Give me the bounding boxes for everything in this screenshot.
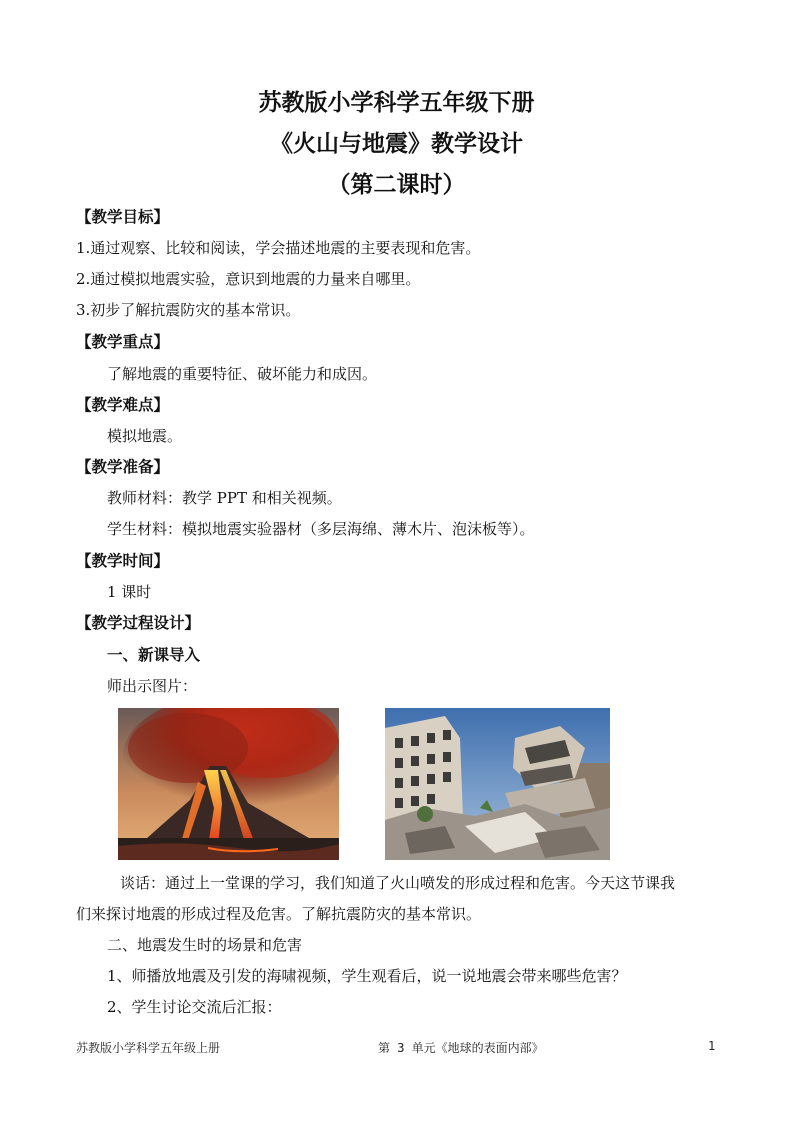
preparation-heading: 【教学准备】 xyxy=(76,457,170,476)
difficulties-heading: 【教学难点】 xyxy=(76,395,170,414)
section-title: 二、地震发生时的场景和危害 xyxy=(107,936,303,954)
talk-line-1: 谈话：通过上一堂课的学习，我们知道了火山喷发的形成过程和危害。今天这节课我 xyxy=(120,874,676,892)
key-points-text: 了解地震的重要特征、破坏能力和成因。 xyxy=(107,365,378,383)
step-item: 2、学生讨论交流后汇报： xyxy=(107,998,282,1016)
document-title: 苏教版小学科学五年级下册 xyxy=(258,89,535,116)
process-heading: 【教学过程设计】 xyxy=(76,613,201,632)
lesson-period: （第二课时） xyxy=(327,171,466,198)
section-title: 一、新课导入 xyxy=(107,645,201,664)
intro-line: 师出示图片： xyxy=(107,677,198,695)
footer-unit: 第 3 单元《地球的表面内部》 xyxy=(378,1041,544,1055)
footer-book: 苏教版小学科学五年级上册 xyxy=(76,1041,221,1055)
time-text: 1 课时 xyxy=(107,583,152,601)
earthquake-ruins-image xyxy=(385,708,610,860)
image-row xyxy=(118,708,610,860)
key-points-heading: 【教学重点】 xyxy=(76,332,170,351)
page-number: 1 xyxy=(708,1039,716,1053)
step-item: 1、师播放地震及引发的海啸视频，学生观看后，说一说地震会带来哪些危害？ xyxy=(107,967,627,985)
ruins-illustration xyxy=(385,708,610,860)
teacher-materials: 教师材料：教学 PPT 和相关视频。 xyxy=(107,489,342,507)
lesson-title: 《火山与地震》教学设计 xyxy=(270,130,523,157)
objectives-heading: 【教学目标】 xyxy=(76,207,170,226)
difficulties-text: 模拟地震。 xyxy=(107,427,183,445)
student-materials: 学生材料：模拟地震实验器材（多层海绵、薄木片、泡沫板等）。 xyxy=(107,520,535,538)
talk-line-2: 们来探讨地震的形成过程及危害。了解抗震防灾的基本常识。 xyxy=(76,905,482,923)
objective-item: 2.通过模拟地震实验，意识到地震的力量来自哪里。 xyxy=(76,270,421,288)
time-heading: 【教学时间】 xyxy=(76,551,170,570)
objective-item: 1.通过观察、比较和阅读，学会描述地震的主要表现和危害。 xyxy=(76,239,481,257)
objective-item: 3.初步了解抗震防灾的基本常识。 xyxy=(76,301,301,319)
volcano-illustration xyxy=(118,708,339,860)
volcano-image xyxy=(118,708,339,860)
